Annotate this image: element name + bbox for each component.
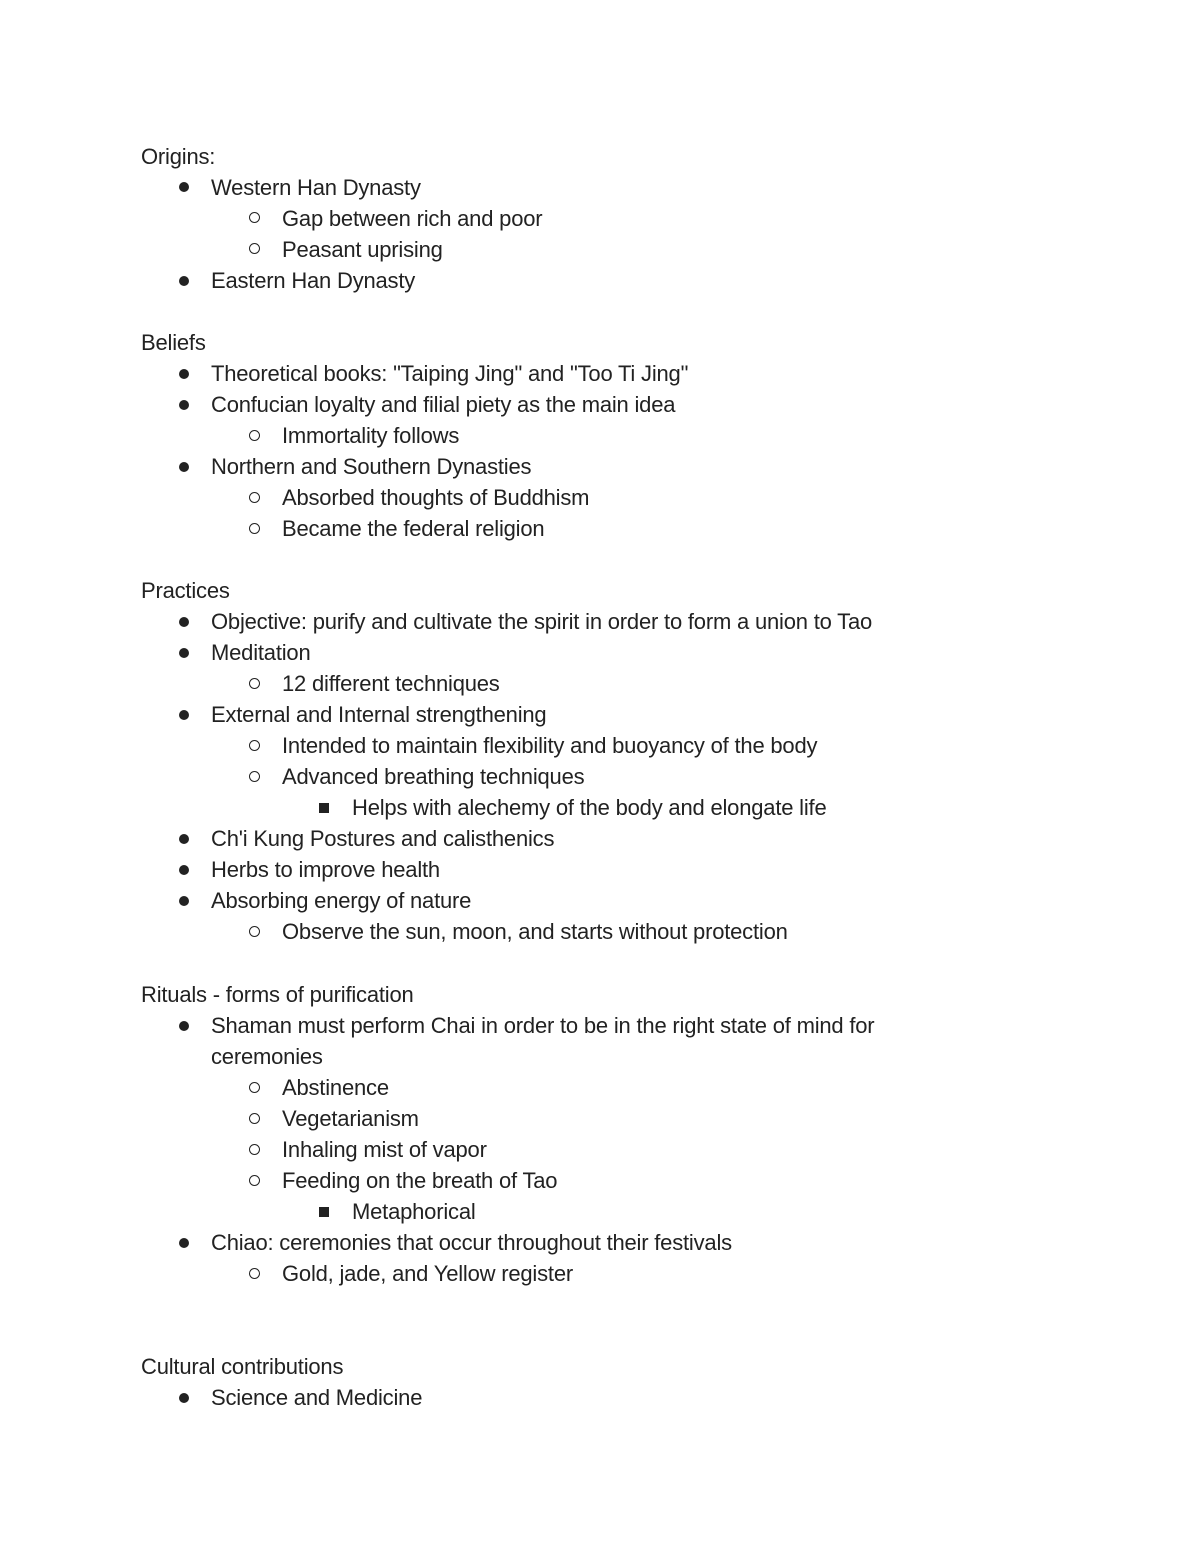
list-item: Meditation <box>211 640 311 665</box>
bullet-circle-icon <box>249 678 260 689</box>
section-heading-origins: Origins: <box>141 144 216 169</box>
bullet-disc-icon <box>179 648 189 658</box>
list-item: Inhaling mist of vapor <box>282 1137 487 1162</box>
list-item: External and Internal strengthening <box>211 702 547 727</box>
bullet-circle-icon <box>249 926 260 937</box>
bullet-disc-icon <box>179 369 189 379</box>
section-heading-cultural-contributions: Cultural contributions <box>141 1354 344 1379</box>
list-item: Objective: purify and cultivate the spirit in order to form a union to Tao <box>211 609 873 634</box>
bullet-circle-icon <box>249 1113 260 1124</box>
list-item-continuation: ceremonies <box>211 1044 323 1069</box>
list-item: 12 different techniques <box>282 671 500 696</box>
bullet-disc-icon <box>179 462 189 472</box>
bullet-circle-icon <box>249 740 260 751</box>
bullet-circle-icon <box>249 1144 260 1155</box>
bullet-circle-icon <box>249 1082 260 1093</box>
section-heading-rituals: Rituals - forms of purification <box>141 982 414 1007</box>
list-item: Abstinence <box>282 1075 389 1100</box>
bullet-disc-icon <box>179 182 189 192</box>
list-item: Peasant uprising <box>282 237 443 262</box>
list-item: Feeding on the breath of Tao <box>282 1168 558 1193</box>
bullet-disc-icon <box>179 865 189 875</box>
bullet-circle-icon <box>249 523 260 534</box>
list-item: Theoretical books: "Taiping Jing" and "Too Ti Jing" <box>211 361 689 386</box>
list-item: Observe the sun, moon, and starts without protection <box>282 919 788 944</box>
bullet-disc-icon <box>179 617 189 627</box>
list-item: Became the federal religion <box>282 516 545 541</box>
list-item: Absorbed thoughts of Buddhism <box>282 485 590 510</box>
list-item: Immortality follows <box>282 423 460 448</box>
list-item: Gold, jade, and Yellow register <box>282 1261 573 1286</box>
bullet-disc-icon <box>179 276 189 286</box>
bullet-disc-icon <box>179 1393 189 1403</box>
list-item: Absorbing energy of nature <box>211 888 472 913</box>
bullet-disc-icon <box>179 400 189 410</box>
bullet-circle-icon <box>249 212 260 223</box>
list-item: Herbs to improve health <box>211 857 440 882</box>
list-item: Vegetarianism <box>282 1106 419 1131</box>
bullet-disc-icon <box>179 1238 189 1248</box>
bullet-disc-icon <box>179 834 189 844</box>
list-item: Ch'i Kung Postures and calisthenics <box>211 826 555 851</box>
bullet-circle-icon <box>249 1268 260 1279</box>
list-item: Advanced breathing techniques <box>282 764 585 789</box>
bullet-square-icon <box>319 1207 329 1217</box>
list-item: Chiao: ceremonies that occur throughout their festivals <box>211 1230 732 1255</box>
bullet-circle-icon <box>249 771 260 782</box>
bullet-square-icon <box>319 803 329 813</box>
bullet-disc-icon <box>179 1021 189 1031</box>
list-item: Helps with alechemy of the body and elongate life <box>352 795 827 820</box>
list-item: Shaman must perform Chai in order to be in the right state of mind for <box>211 1013 875 1038</box>
bullet-disc-icon <box>179 710 189 720</box>
bullet-disc-icon <box>179 896 189 906</box>
bullet-circle-icon <box>249 430 260 441</box>
list-item: Western Han Dynasty <box>211 175 421 200</box>
list-item: Eastern Han Dynasty <box>211 268 416 293</box>
list-item: Confucian loyalty and filial piety as the main idea <box>211 392 676 417</box>
list-item: Science and Medicine <box>211 1385 423 1410</box>
list-item: Metaphorical <box>352 1199 476 1224</box>
list-item: Northern and Southern Dynasties <box>211 454 532 479</box>
section-heading-practices: Practices <box>141 578 230 603</box>
bullet-circle-icon <box>249 492 260 503</box>
bullet-circle-icon <box>249 1175 260 1186</box>
bullet-circle-icon <box>249 243 260 254</box>
section-heading-beliefs: Beliefs <box>141 330 206 355</box>
list-item: Intended to maintain flexibility and buoyancy of the body <box>282 733 818 758</box>
list-item: Gap between rich and poor <box>282 206 543 231</box>
